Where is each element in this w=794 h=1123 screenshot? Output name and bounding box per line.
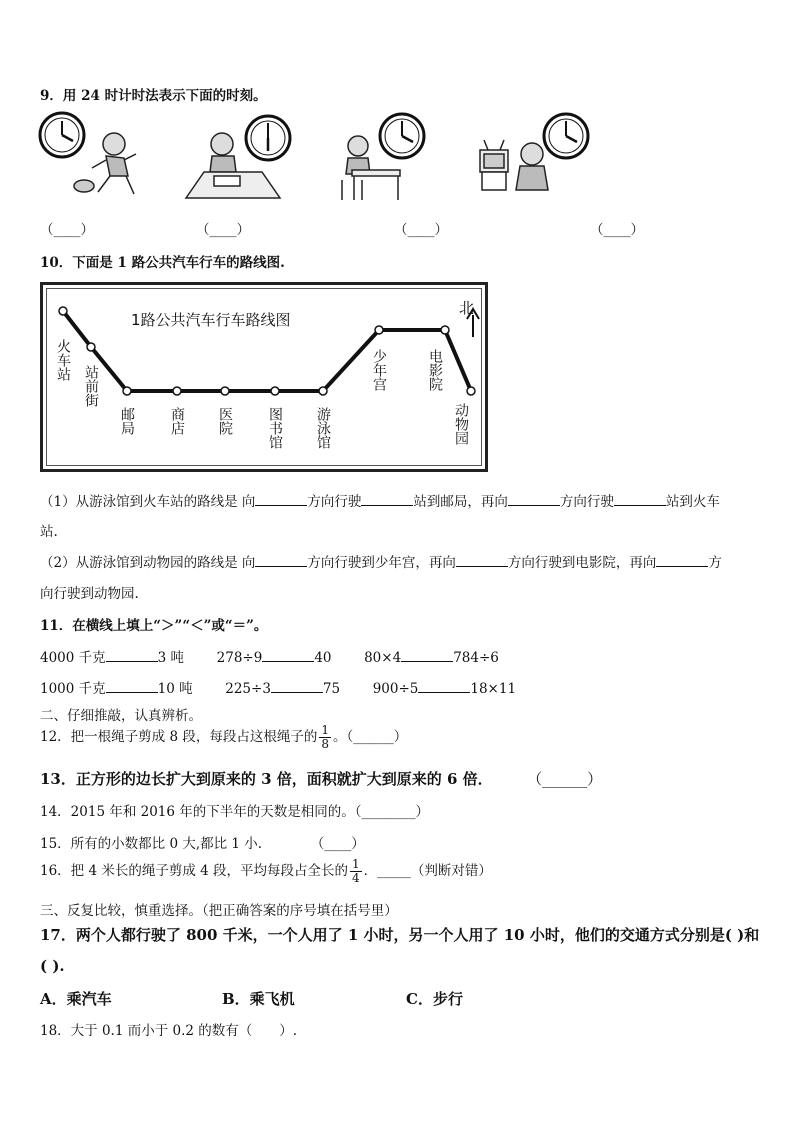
clock-icon	[246, 116, 290, 160]
scene-desk-boy	[338, 110, 448, 202]
stop-marker	[59, 307, 67, 315]
q12-answer[interactable]: 。（______）	[333, 729, 408, 745]
stop-label: 少年宫	[371, 349, 387, 391]
q17-option-c[interactable]: C．步行	[406, 990, 463, 1008]
scene-tv-boy	[474, 110, 594, 202]
map-title: 1路公共汽车行车路线图	[131, 311, 291, 329]
stop-marker	[319, 387, 327, 395]
section-2-heading: 二、仔细推敲，认真辨析。	[40, 708, 202, 724]
answer-blank[interactable]	[106, 648, 158, 662]
stop-label: 商店	[169, 407, 185, 435]
scene-running-boy	[36, 110, 146, 202]
answer-blank[interactable]	[262, 648, 314, 662]
q11-item: 225÷3	[225, 681, 271, 697]
q10-part2-line1	[40, 551, 722, 571]
q11-item: 10 吨	[157, 681, 193, 697]
q10-p2-text: 方向行驶到电影院，再向	[507, 555, 657, 571]
q9-title: 9．用 24 时计时法表示下面的时刻。	[40, 88, 267, 104]
q9-answer-2[interactable]: （____）	[196, 222, 250, 238]
scene-studying-boy	[184, 110, 294, 202]
stop-label: 图书馆	[267, 407, 283, 449]
north-arrow-icon	[459, 299, 479, 337]
stop-marker	[271, 387, 279, 395]
answer-blank[interactable]	[255, 553, 307, 567]
stop-label: 电影院	[427, 349, 443, 391]
q16	[40, 858, 492, 885]
q11-item: 278÷9	[216, 650, 263, 666]
q10-p1-text: 站到火车	[665, 494, 720, 510]
stop-marker	[173, 387, 181, 395]
q10-p1-text: 方向行驶	[559, 494, 614, 510]
answer-blank[interactable]	[456, 553, 508, 567]
answer-blank[interactable]	[508, 492, 560, 506]
q17-line2: ( ).	[40, 957, 65, 975]
q10-p2-text: 方	[708, 555, 722, 571]
q9-answer-4[interactable]: （____）	[590, 222, 644, 238]
q15	[40, 832, 365, 852]
q17-option-b[interactable]: B．乘飞机	[222, 990, 295, 1008]
q9-answer-1[interactable]: （____）	[40, 222, 94, 238]
fraction-numerator: 1	[321, 723, 329, 737]
q10-p1-text: 方向行驶	[307, 494, 362, 510]
fraction	[319, 724, 331, 751]
q16-text: 16．把 4 米长的绳子剪成 4 段，平均每段占全长的	[40, 863, 349, 879]
q11-item: 1000 千克	[40, 681, 106, 697]
q18: 18．大于 0.1 而小于 0.2 的数有（ ）.	[40, 1023, 298, 1039]
answer-blank[interactable]	[255, 492, 307, 506]
q10-part1-line1	[40, 490, 720, 510]
stop-marker	[123, 387, 131, 395]
stop-label: 站前街	[83, 365, 99, 407]
tv-boy-icon	[516, 143, 548, 190]
q11-item: 900÷5	[372, 681, 419, 697]
stop-label: 动物园	[453, 403, 469, 445]
fraction-denominator: 8	[321, 737, 329, 751]
answer-blank[interactable]	[656, 553, 708, 567]
stop-label: 医院	[217, 407, 233, 435]
stop-marker	[467, 387, 475, 395]
tv-icon	[480, 140, 508, 190]
q12	[40, 724, 407, 751]
q14: 14．2015 年和 2016 年的下半年的天数是相同的。（________）	[40, 804, 430, 820]
stop-label: 邮局	[119, 407, 135, 435]
q13	[40, 768, 602, 789]
q17-option-a[interactable]: A．乘汽车	[40, 990, 112, 1008]
stop-marker	[221, 387, 229, 395]
stop-marker	[441, 326, 449, 334]
q11-item: 75	[322, 681, 341, 697]
answer-blank[interactable]	[271, 679, 323, 693]
stop-label: 游泳馆	[315, 407, 331, 449]
q11-item: 3 吨	[157, 650, 185, 666]
q10-p1-text: 站到邮局，再向	[413, 494, 508, 510]
q11-item: 784÷6	[453, 650, 499, 666]
answer-blank[interactable]	[418, 679, 470, 693]
answer-blank[interactable]	[401, 648, 453, 662]
q9-answer-3[interactable]: （____）	[394, 222, 448, 238]
clock-icon	[544, 114, 588, 158]
q11-title: 11．在横线上填上“＞”“＜”或“＝”。	[40, 618, 268, 634]
q16-answer[interactable]: ．_____（判断对错）	[363, 863, 492, 879]
q17-line1: 17．两个人都行驶了 800 千米，一个人用了 1 小时，另一个人用了 10 小时，他们的交通方式分别是( )和	[40, 926, 760, 944]
fraction-denominator: 4	[352, 871, 360, 885]
q11-item: 80×4	[364, 650, 402, 666]
q10-part2-line2: 向行驶到动物园.	[40, 586, 139, 602]
answer-blank[interactable]	[361, 492, 413, 506]
q15-text: 15．所有的小数都比 0 大,都比 1 小.	[40, 836, 263, 852]
q10-part1-line2: 站.	[40, 524, 58, 540]
stop-label: 火车站	[55, 339, 71, 381]
clock-icon	[40, 113, 84, 157]
stop-marker	[375, 326, 383, 334]
q13-answer[interactable]: （______）	[527, 770, 603, 788]
q10-p2-text: （2）从游泳馆到动物园的路线是 向	[40, 555, 256, 571]
q15-answer[interactable]: （____）	[310, 836, 365, 852]
q10-p1-text: （1）从游泳馆到火车站的路线是 向	[40, 494, 256, 510]
q11-row2	[40, 677, 516, 697]
q13-text: 13．正方形的边长扩大到原来的 3 倍，面积就扩大到原来的 6 倍．	[40, 770, 493, 788]
fraction-numerator: 1	[352, 857, 360, 871]
answer-blank[interactable]	[614, 492, 666, 506]
answer-blank[interactable]	[106, 679, 158, 693]
q11-item: 18×11	[470, 681, 517, 697]
q11-row1	[40, 646, 499, 666]
svg-text:北: 北	[459, 299, 475, 317]
route-map	[40, 282, 488, 472]
stop-marker	[87, 343, 95, 351]
q12-text: 12．把一根绳子剪成 8 段，每段占这根绳子的	[40, 729, 318, 745]
q10-p2-text: 方向行驶到少年宫，再向	[307, 555, 456, 571]
q11-item: 4000 千克	[40, 650, 106, 666]
fraction	[350, 858, 362, 885]
q11-item: 40	[314, 650, 332, 666]
section-3-heading: 三、反复比较，慎重选择。（把正确答案的序号填在括号里）	[40, 903, 398, 919]
clock-icon	[380, 114, 424, 158]
q10-title: 10．下面是 1 路公共汽车行车的路线图.	[40, 255, 285, 271]
